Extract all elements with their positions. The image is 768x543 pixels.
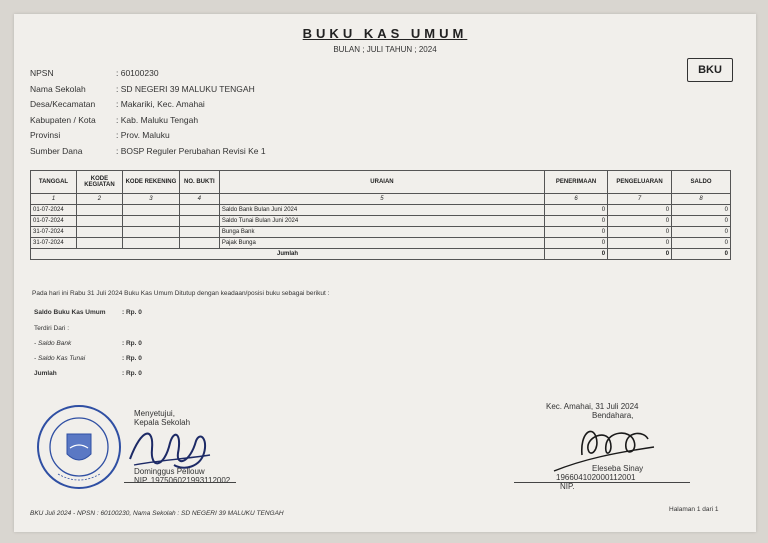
cell-description: Saldo Bank Bulan Juni 2024 <box>219 205 544 216</box>
table-row <box>31 227 731 238</box>
bku-badge: BKU <box>687 58 733 82</box>
document-page <box>14 14 756 532</box>
cell-date: 01-07-2024 <box>31 205 77 216</box>
right-signature-line <box>514 482 690 483</box>
stamp <box>36 404 122 490</box>
column-number: 5 <box>219 194 544 205</box>
column-number: 7 <box>608 194 672 205</box>
column-number: 8 <box>672 194 731 205</box>
column-header: KODE KEGIATAN <box>76 171 122 194</box>
column-header: NO. BUKTI <box>179 171 219 194</box>
cell-balance: 0 <box>672 238 731 249</box>
info-value: : Prov. Maluku <box>116 130 170 140</box>
terdiri-label: Terdiri Dari : <box>34 325 70 332</box>
info-row-regency <box>30 115 266 131</box>
summary-bank <box>34 340 142 347</box>
cash-ledger-table <box>30 170 731 260</box>
cell-date: 31-07-2024 <box>31 238 77 249</box>
info-value: : Kab. Maluku Tengah <box>116 114 199 125</box>
cell-date: 31-07-2024 <box>31 227 77 238</box>
tunai-label: - Saldo Kas Tunai <box>34 355 86 362</box>
cell-description: Saldo Tunai Bulan Juni 2024 <box>219 216 544 227</box>
info-label: Provinsi <box>30 130 61 140</box>
jumlah-label: Jumlah <box>34 370 57 377</box>
cell-expense: 0 <box>608 238 672 249</box>
cell-expense: 0 <box>608 227 672 238</box>
principal-nip: NIP. 197506021993112002 <box>134 476 231 485</box>
info-label: Kabupaten / Kota <box>30 114 96 125</box>
info-value: : SD NEGERI 39 MALUKU TENGAH <box>116 83 255 94</box>
treasurer-title: Bendahara, <box>592 411 634 420</box>
summary-saldo <box>34 309 142 316</box>
school-info <box>30 68 266 161</box>
info-value: : Makariki, Kec. Amahai <box>116 99 205 109</box>
total-expense: 0 <box>608 249 672 260</box>
table-row <box>31 205 731 216</box>
cell-receipt: 0 <box>545 227 608 238</box>
cell-expense: 0 <box>608 205 672 216</box>
cell-balance: 0 <box>672 227 731 238</box>
saldo-label: Saldo Buku Kas Umum <box>34 309 106 316</box>
column-number: 2 <box>76 194 122 205</box>
bank-value: : Rp. 0 <box>122 340 142 347</box>
cell-balance: 0 <box>672 216 731 227</box>
document-title: BUKU KAS UMUM <box>302 26 468 41</box>
table-row <box>31 238 731 249</box>
info-row-school <box>30 84 266 100</box>
column-header: URAIAN <box>219 171 544 194</box>
stamp-seal-icon <box>36 404 122 490</box>
footer-page-number: Halaman 1 dari 1 <box>669 506 719 513</box>
info-value: : BOSP Reguler Perubahan Revisi Ke 1 <box>116 145 266 156</box>
treasurer-id: 196604102000112001 <box>556 473 636 482</box>
cell-receipt: 0 <box>545 216 608 227</box>
cell-receipt: 0 <box>545 238 608 249</box>
summary-terdiri <box>34 325 69 332</box>
summary-tunai <box>34 355 142 362</box>
place-date: Kec. Amahai, 31 Juli 2024 <box>546 402 639 411</box>
info-label: Sumber Dana <box>30 145 83 156</box>
footer-document-info: BKU Juli 2024 - NPSN : 60100230, Nama Sekolah : SD NEGERI 39 MALUKU TENGAH <box>30 510 284 517</box>
table-row <box>31 216 731 227</box>
info-row-village <box>30 99 266 115</box>
treasurer-signature-icon <box>544 419 664 479</box>
tunai-value: : Rp. 0 <box>122 355 142 362</box>
left-signature-block <box>134 409 230 485</box>
saldo-value: : Rp. 0 <box>122 309 142 316</box>
principal-title: Kepala Sekolah <box>134 418 191 427</box>
column-header: SALDO <box>672 171 731 194</box>
left-signature-line <box>124 482 236 483</box>
cell-description: Bunga Bank <box>219 227 544 238</box>
cell-date: 01-07-2024 <box>31 216 77 227</box>
column-number: 3 <box>122 194 179 205</box>
info-row-npsn <box>30 68 266 84</box>
column-header: PENGELUARAN <box>608 171 672 194</box>
column-number: 1 <box>31 194 77 205</box>
total-label: Jumlah <box>31 249 545 260</box>
bank-label: - Saldo Bank <box>34 340 72 347</box>
info-label: NPSN <box>30 68 54 78</box>
treasurer-nip: NIP. <box>560 482 575 491</box>
summary-jumlah <box>34 370 142 377</box>
info-value: : 60100230 <box>116 68 159 78</box>
column-header: TANGGAL <box>31 171 77 194</box>
cell-description: Pajak Bunga <box>219 238 544 249</box>
info-label: Desa/Kecamatan <box>30 99 96 109</box>
approval-label: Menyetujui, <box>134 409 175 418</box>
info-label: Nama Sekolah <box>30 83 86 94</box>
cell-receipt: 0 <box>545 205 608 216</box>
document-subtitle: BULAN ; JULI TAHUN ; 2024 <box>333 45 437 54</box>
column-header: KODE REKENING <box>122 171 179 194</box>
total-balance: 0 <box>672 249 731 260</box>
principal-name: Dominggus Pellouw <box>134 467 205 476</box>
info-row-province <box>30 130 266 146</box>
treasurer-name: Eleseba Sinay <box>592 464 644 473</box>
total-receipt: 0 <box>545 249 608 260</box>
closing-statement: Pada hari ini Rabu 31 Juli 2024 Buku Kas Umum Ditutup dengan keadaan/posisi buku sebagai berikut : <box>32 290 330 297</box>
table-total-row <box>31 249 731 260</box>
info-row-fund-source <box>30 146 266 162</box>
column-number: 4 <box>179 194 219 205</box>
column-header: PENERIMAAN <box>545 171 608 194</box>
cell-balance: 0 <box>672 205 731 216</box>
cell-expense: 0 <box>608 216 672 227</box>
jumlah-value: : Rp. 0 <box>122 370 142 377</box>
column-number: 6 <box>545 194 608 205</box>
